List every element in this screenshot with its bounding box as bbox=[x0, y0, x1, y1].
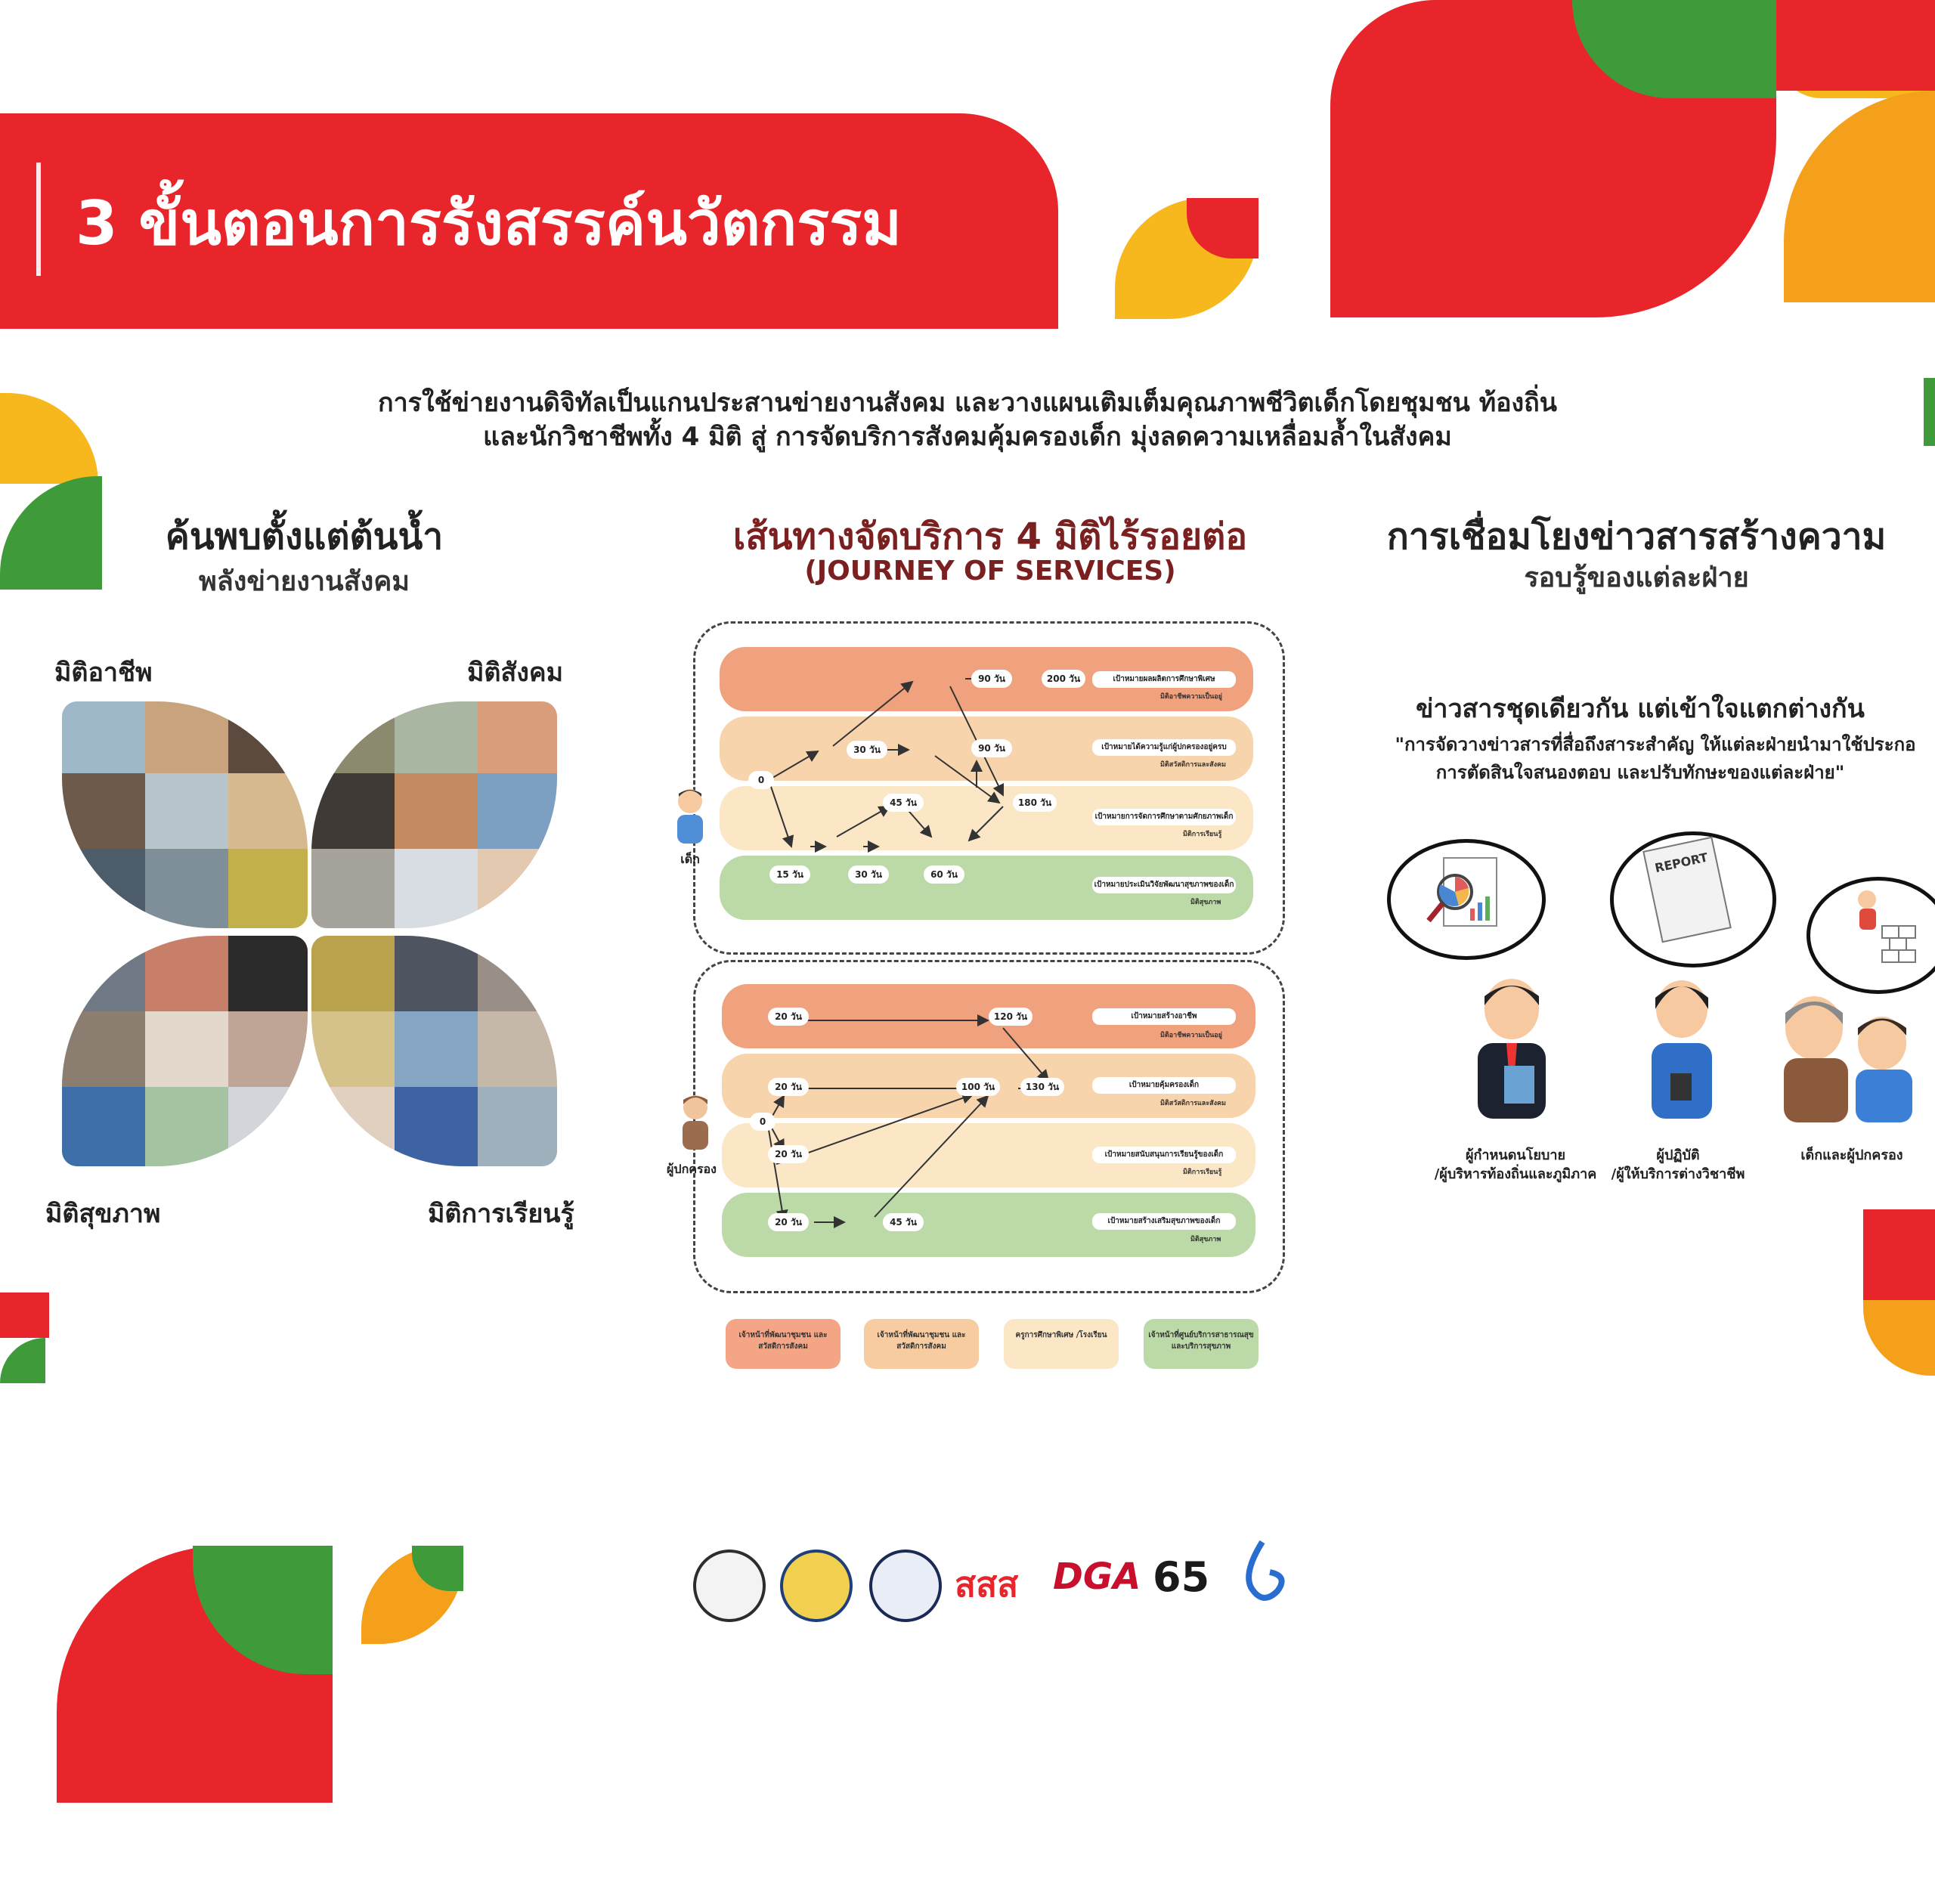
photo-tile bbox=[478, 936, 557, 1011]
practitioner-icon bbox=[1633, 975, 1731, 1126]
photo-tile bbox=[311, 773, 395, 849]
hopscotch-icon bbox=[1829, 884, 1927, 975]
photo-tile bbox=[228, 773, 308, 849]
photo-tile bbox=[478, 1087, 557, 1166]
day-node: 20 วัน bbox=[768, 1008, 809, 1026]
role-label-child-parent: เด็กและผู้ปกครอง bbox=[1800, 1147, 1903, 1163]
col3-quote-line-1: "การจัดวางข่าวสารที่สื่อถึงสาระสำคัญ ให้แต่ละฝ่ายนำมาใช้ประกอ bbox=[1395, 734, 1916, 755]
parent-icon bbox=[676, 1092, 714, 1153]
goal-dimension: มิติสวัสดิการและสังคม bbox=[1160, 1100, 1226, 1107]
dim-label-health: มิติสุขภาพ bbox=[45, 1199, 161, 1229]
photo-tile bbox=[62, 1087, 145, 1166]
role-label-practitioner-line-2: /ผู้ให้บริการต่างวิชาชีพ bbox=[1611, 1166, 1745, 1182]
photo-wing-top-left bbox=[62, 701, 308, 928]
goal-box: เป้าหมายสร้างเสริมสุขภาพของเด็ก bbox=[1092, 1213, 1236, 1230]
day-node: 90 วัน bbox=[971, 739, 1012, 757]
day-node: 130 วัน bbox=[1020, 1078, 1064, 1096]
decor-red-left-small bbox=[0, 1293, 49, 1338]
decor-green-left bbox=[0, 476, 102, 590]
col3-quote-line-2: การตัดสินใจสนองตอบ และปรับทักษะของแต่ละฝ่าย" bbox=[1435, 762, 1845, 783]
parent-label: ผู้ปกครอง bbox=[667, 1162, 717, 1176]
col3-headline: ข่าวสารชุดเดียวกัน แต่เข้าใจแตกต่างกัน bbox=[1416, 694, 1865, 724]
day-node: 20 วัน bbox=[768, 1078, 809, 1096]
photo-tile bbox=[395, 1011, 478, 1087]
logo-seal-1 bbox=[693, 1550, 766, 1622]
day-node: 90 วัน bbox=[971, 670, 1012, 688]
day-node: 200 วัน bbox=[1042, 670, 1085, 688]
photo-tile bbox=[228, 701, 308, 773]
decor-orange-right-mid bbox=[1863, 1300, 1935, 1376]
logo-swirl-icon bbox=[1228, 1534, 1296, 1610]
photo-tile bbox=[395, 773, 478, 849]
col1-title: ค้นพบตั้งแต่ต้นน้ำ bbox=[165, 515, 444, 558]
day-node: 45 วัน bbox=[883, 1213, 924, 1231]
day-node: 30 วัน bbox=[847, 741, 887, 759]
day-node: 20 วัน bbox=[768, 1213, 809, 1231]
photo-wing-top-right bbox=[311, 701, 557, 928]
goal-dimension: มิติอาชีพความเป็นอยู่ bbox=[1160, 693, 1222, 701]
goal-box: เป้าหมายได้ความรู้แก่ผู้ปกครองอยู่ครบ bbox=[1092, 739, 1236, 756]
child-icon bbox=[671, 786, 709, 847]
photo-tile bbox=[395, 701, 478, 773]
decor-green-left-small bbox=[0, 1338, 45, 1383]
legend-item: ครูการศึกษาพิเศษ /โรงเรียน bbox=[1004, 1319, 1119, 1369]
photo-tile bbox=[395, 936, 478, 1011]
col2-title: เส้นทางจัดบริการ 4 มิติไร้รอยต่อ bbox=[732, 515, 1248, 558]
role-label-policy-line-1: ผู้กำหนดนโยบาย bbox=[1465, 1147, 1565, 1163]
logo-dga: DGA bbox=[1053, 1556, 1141, 1598]
photo-tile bbox=[478, 1011, 557, 1087]
decor-red-right-mid bbox=[1863, 1209, 1935, 1308]
decor-red-strip-right bbox=[1776, 0, 1935, 91]
col2-subtitle: (JOURNEY OF SERVICES) bbox=[804, 556, 1176, 587]
photo-tile bbox=[311, 1087, 395, 1166]
legend-item: เจ้าหน้าที่พัฒนาชุมชน และสวัสดิการสังคม bbox=[864, 1319, 979, 1369]
start-node: 0 bbox=[750, 1113, 776, 1131]
goal-box: เป้าหมายประเมินวิจัยพัฒนาสุขภาพของเด็ก bbox=[1092, 877, 1236, 893]
photo-tile bbox=[62, 773, 145, 849]
logo-seal-3 bbox=[869, 1550, 942, 1622]
photo-tile bbox=[228, 936, 308, 1011]
col1-subtitle: พลังข่ายงานสังคม bbox=[198, 566, 410, 597]
goal-dimension: มิติสุขภาพ bbox=[1190, 1236, 1221, 1243]
goal-dimension: มิติอาชีพความเป็นอยู่ bbox=[1160, 1032, 1222, 1039]
photo-wing-bottom-left bbox=[62, 936, 308, 1166]
photo-tile bbox=[62, 936, 145, 1011]
day-node: 30 วัน bbox=[848, 865, 889, 884]
goal-dimension: มิติการเรียนรู้ bbox=[1183, 1169, 1222, 1176]
photo-tile bbox=[478, 701, 557, 773]
title-accent-line bbox=[36, 163, 41, 276]
day-node: 20 วัน bbox=[768, 1145, 809, 1163]
photo-tile bbox=[311, 849, 395, 928]
day-node: 60 วัน bbox=[924, 865, 964, 884]
day-node: 180 วัน bbox=[1013, 794, 1057, 812]
goal-box: เป้าหมายผลผลิตการศึกษาพิเศษ bbox=[1092, 671, 1236, 688]
photo-tile bbox=[395, 849, 478, 928]
photo-tile bbox=[145, 701, 228, 773]
intro-line-2: และนักวิชาชีพทั้ง 4 มิติ สู่ การจัดบริการสังคมคุ้มครองเด็ก มุ่งลดความเหลื่อมล้ำในสังคม bbox=[483, 422, 1452, 452]
goal-box: เป้าหมายสร้างอาชีพ bbox=[1092, 1008, 1236, 1025]
start-node: 0 bbox=[748, 771, 774, 789]
photo-tile bbox=[478, 849, 557, 928]
photo-tile bbox=[145, 1011, 228, 1087]
child-label: เด็ก bbox=[680, 852, 700, 866]
legend-item: เจ้าหน้าที่พัฒนาชุมชน และสวัสดิการสังคม bbox=[726, 1319, 841, 1369]
col3-title: การเชื่อมโยงข่าวสารสร้างความ bbox=[1386, 515, 1887, 558]
dim-label-career: มิติอาชีพ bbox=[54, 658, 153, 688]
intro-line-1: การใช้ข่ายงานดิจิทัลเป็นแกนประสานข่ายงานสังคม และวางแผนเติมเต็มคุณภาพชีวิตเด็กโดยชุมชน ท้องถิ่น bbox=[378, 388, 1557, 418]
photo-tile bbox=[145, 773, 228, 849]
photo-tile bbox=[228, 849, 308, 928]
photo-tile bbox=[62, 1011, 145, 1087]
child-and-parent-icon bbox=[1769, 983, 1935, 1126]
photo-tile bbox=[311, 936, 395, 1011]
photo-tile bbox=[395, 1087, 478, 1166]
dim-label-social: มิติสังคม bbox=[467, 658, 564, 688]
photo-tile bbox=[311, 701, 395, 773]
photo-tile bbox=[62, 701, 145, 773]
col3-subtitle: รอบรู้ของแต่ละฝ่าย bbox=[1524, 562, 1749, 593]
photo-tile bbox=[228, 1011, 308, 1087]
goal-dimension: มิติสวัสดิการและสังคม bbox=[1160, 761, 1226, 769]
logo-seal-2 bbox=[780, 1550, 853, 1622]
role-label-practitioner-line-1: ผู้ปฏิบัติ bbox=[1656, 1147, 1700, 1163]
goal-box: เป้าหมายการจัดการศึกษาตามศักยภาพเด็ก bbox=[1092, 809, 1236, 825]
policy-maker-icon bbox=[1463, 975, 1561, 1126]
role-label-policy-line-2: /ผู้บริหารท้องถิ่นและภูมิภาค bbox=[1434, 1166, 1597, 1182]
decor-orange-leaf-right bbox=[1784, 91, 1935, 302]
legend-item: เจ้าหน้าที่ศูนย์บริการสาธารณสุข และบริการสุขภาพ bbox=[1144, 1319, 1259, 1369]
photo-wing-bottom-right bbox=[311, 936, 557, 1166]
day-node: 45 วัน bbox=[883, 794, 924, 812]
logo-sss: สสส bbox=[955, 1564, 1019, 1605]
day-node: 120 วัน bbox=[989, 1008, 1033, 1026]
dim-label-learning: มิติการเรียนรู้ bbox=[428, 1199, 574, 1229]
day-node: 100 วัน bbox=[956, 1078, 1000, 1096]
logo-65: 65 bbox=[1153, 1553, 1210, 1601]
photo-tile bbox=[145, 1087, 228, 1166]
day-node: 15 วัน bbox=[769, 865, 810, 884]
page-title: 3 ขั้นตอนการรังสรรค์นวัตกรรม bbox=[76, 188, 902, 259]
photo-tile bbox=[145, 849, 228, 928]
goal-box: เป้าหมายคุ้มครองเด็ก bbox=[1092, 1077, 1236, 1094]
photo-tile bbox=[228, 1087, 308, 1166]
photo-tile bbox=[62, 849, 145, 928]
goal-dimension: มิติการเรียนรู้ bbox=[1183, 831, 1222, 838]
goal-box: เป้าหมายสนับสนุนการเรียนรู้ของเด็ก bbox=[1092, 1147, 1236, 1163]
photo-tile bbox=[145, 936, 228, 1011]
photo-tile bbox=[311, 1011, 395, 1087]
photo-tile bbox=[478, 773, 557, 849]
report-label: REPORT bbox=[1653, 850, 1710, 875]
chart-magnifier-icon bbox=[1421, 854, 1504, 937]
goal-dimension: มิติสุขภาพ bbox=[1190, 899, 1221, 906]
